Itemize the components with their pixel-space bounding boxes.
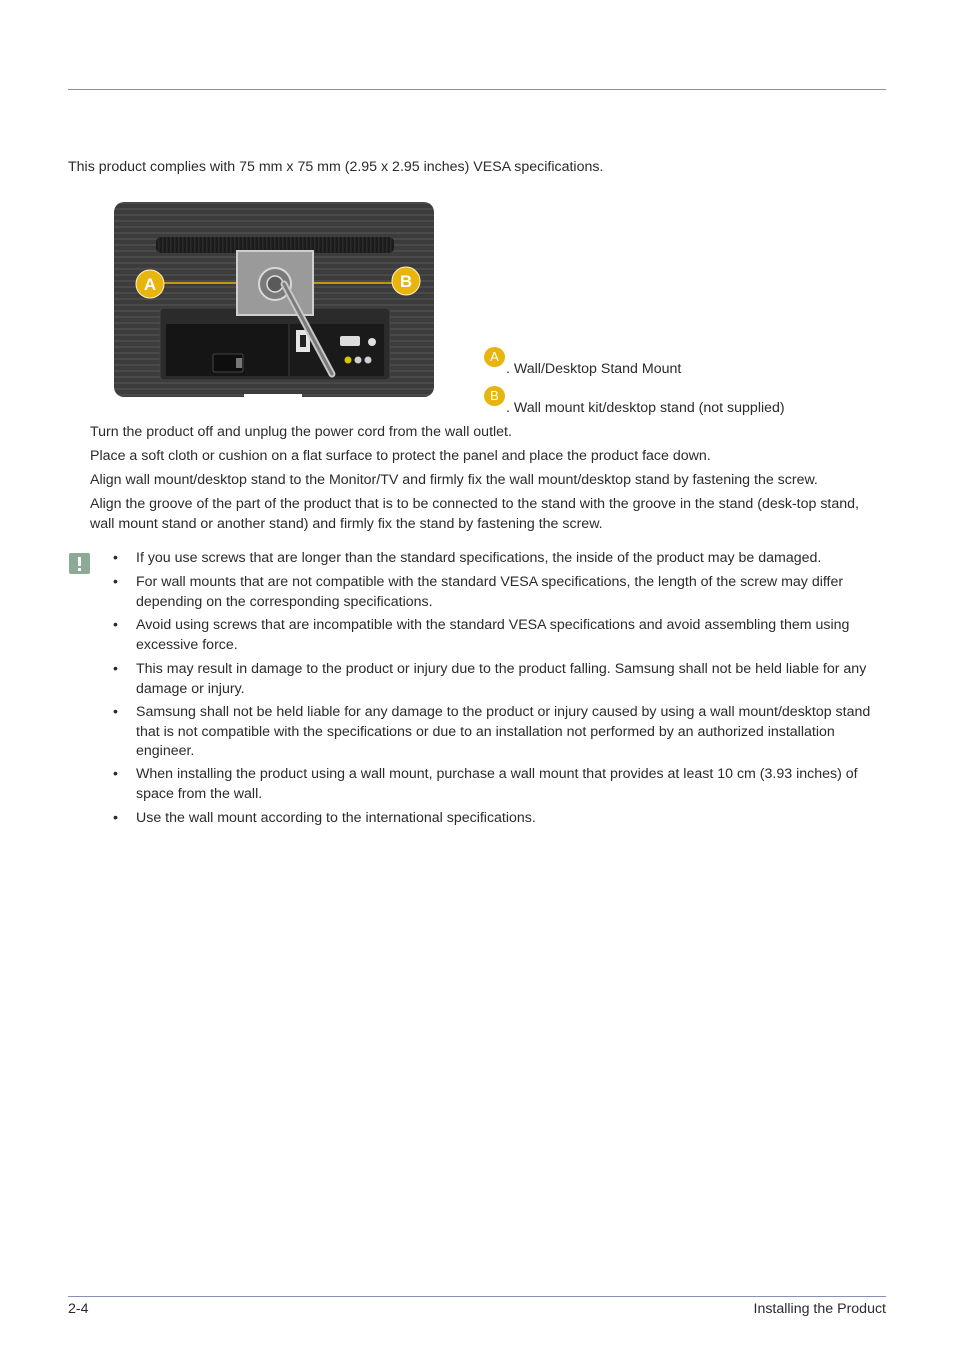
step-4: Align the groove of the part of the product that is to be connected to the stand with the groove in the stand (desk-top stand, wall mount stand or another stand) and firmly fix the stand by fastening the screw.	[90, 496, 859, 532]
note-item	[113, 703, 886, 762]
note-item	[113, 765, 886, 804]
legend-item-a	[484, 347, 681, 377]
bullet: •	[113, 617, 118, 633]
legend-text-a: . Wall/Desktop Stand Mount	[506, 361, 682, 377]
page-number: 2-4	[68, 1301, 89, 1317]
note-item	[113, 809, 886, 829]
note-text: Samsung shall not be held liable for any damage to the product or injury caused by using a wall mount/desktop stand that is not compatible with the specifications or due to an installation not performed by an authorized installation engineer.	[136, 704, 871, 759]
bullet: •	[113, 704, 118, 720]
footer-section-title: Installing the Product	[753, 1301, 886, 1317]
bullet: •	[113, 766, 118, 782]
step-2: Place a soft cloth or cushion on a flat surface to protect the panel and place the product face down.	[90, 448, 711, 464]
legend-text-b: . Wall mount kit/desktop stand (not supplied)	[506, 400, 785, 416]
badge-b: B	[484, 386, 505, 406]
note-item	[113, 573, 886, 612]
step-3: Align wall mount/desktop stand to the Monitor/TV and firmly fix the wall mount/desktop stand by fastening the screw.	[90, 472, 818, 488]
note-item	[113, 549, 886, 569]
bullet: •	[113, 661, 118, 677]
note-item	[113, 660, 886, 699]
intro-text: This product complies with 75 mm x 75 mm (2.95 x 2.95 inches) VESA specifications.	[68, 159, 604, 175]
callout-b: B	[399, 272, 413, 291]
bullet: •	[113, 810, 118, 826]
note-item	[113, 616, 886, 655]
bullet: •	[113, 550, 118, 566]
note-text: If you use screws that are longer than the standard specifications, the inside of the product may be damaged.	[136, 550, 822, 566]
badge-a: A	[484, 347, 505, 367]
note-text: Use the wall mount according to the international specifications.	[136, 810, 536, 826]
legend-item-b	[484, 386, 785, 416]
exclamation-notice-icon	[69, 553, 90, 574]
callout-a: A	[143, 275, 157, 294]
note-text: This may result in damage to the product or injury due to the product falling. Samsung shall not be held liable for any damage or injury.	[136, 661, 867, 697]
monitor-back-illustration	[114, 202, 434, 407]
note-text: When installing the product using a wall mount, purchase a wall mount that provides at least 10 cm (3.93 inches) of space from the wall.	[136, 766, 858, 802]
footer-rule	[68, 1296, 886, 1297]
header-rule	[68, 89, 886, 90]
note-text: For wall mounts that are not compatible with the standard VESA specifications, the length of the screw may differ depending on the corresponding specifications.	[136, 574, 844, 610]
bullet: •	[113, 574, 118, 590]
step-1: Turn the product off and unplug the power cord from the wall outlet.	[90, 424, 512, 440]
note-text: Avoid using screws that are incompatible with the standard VESA specifications and avoid assembling them using excessive force.	[136, 617, 850, 653]
